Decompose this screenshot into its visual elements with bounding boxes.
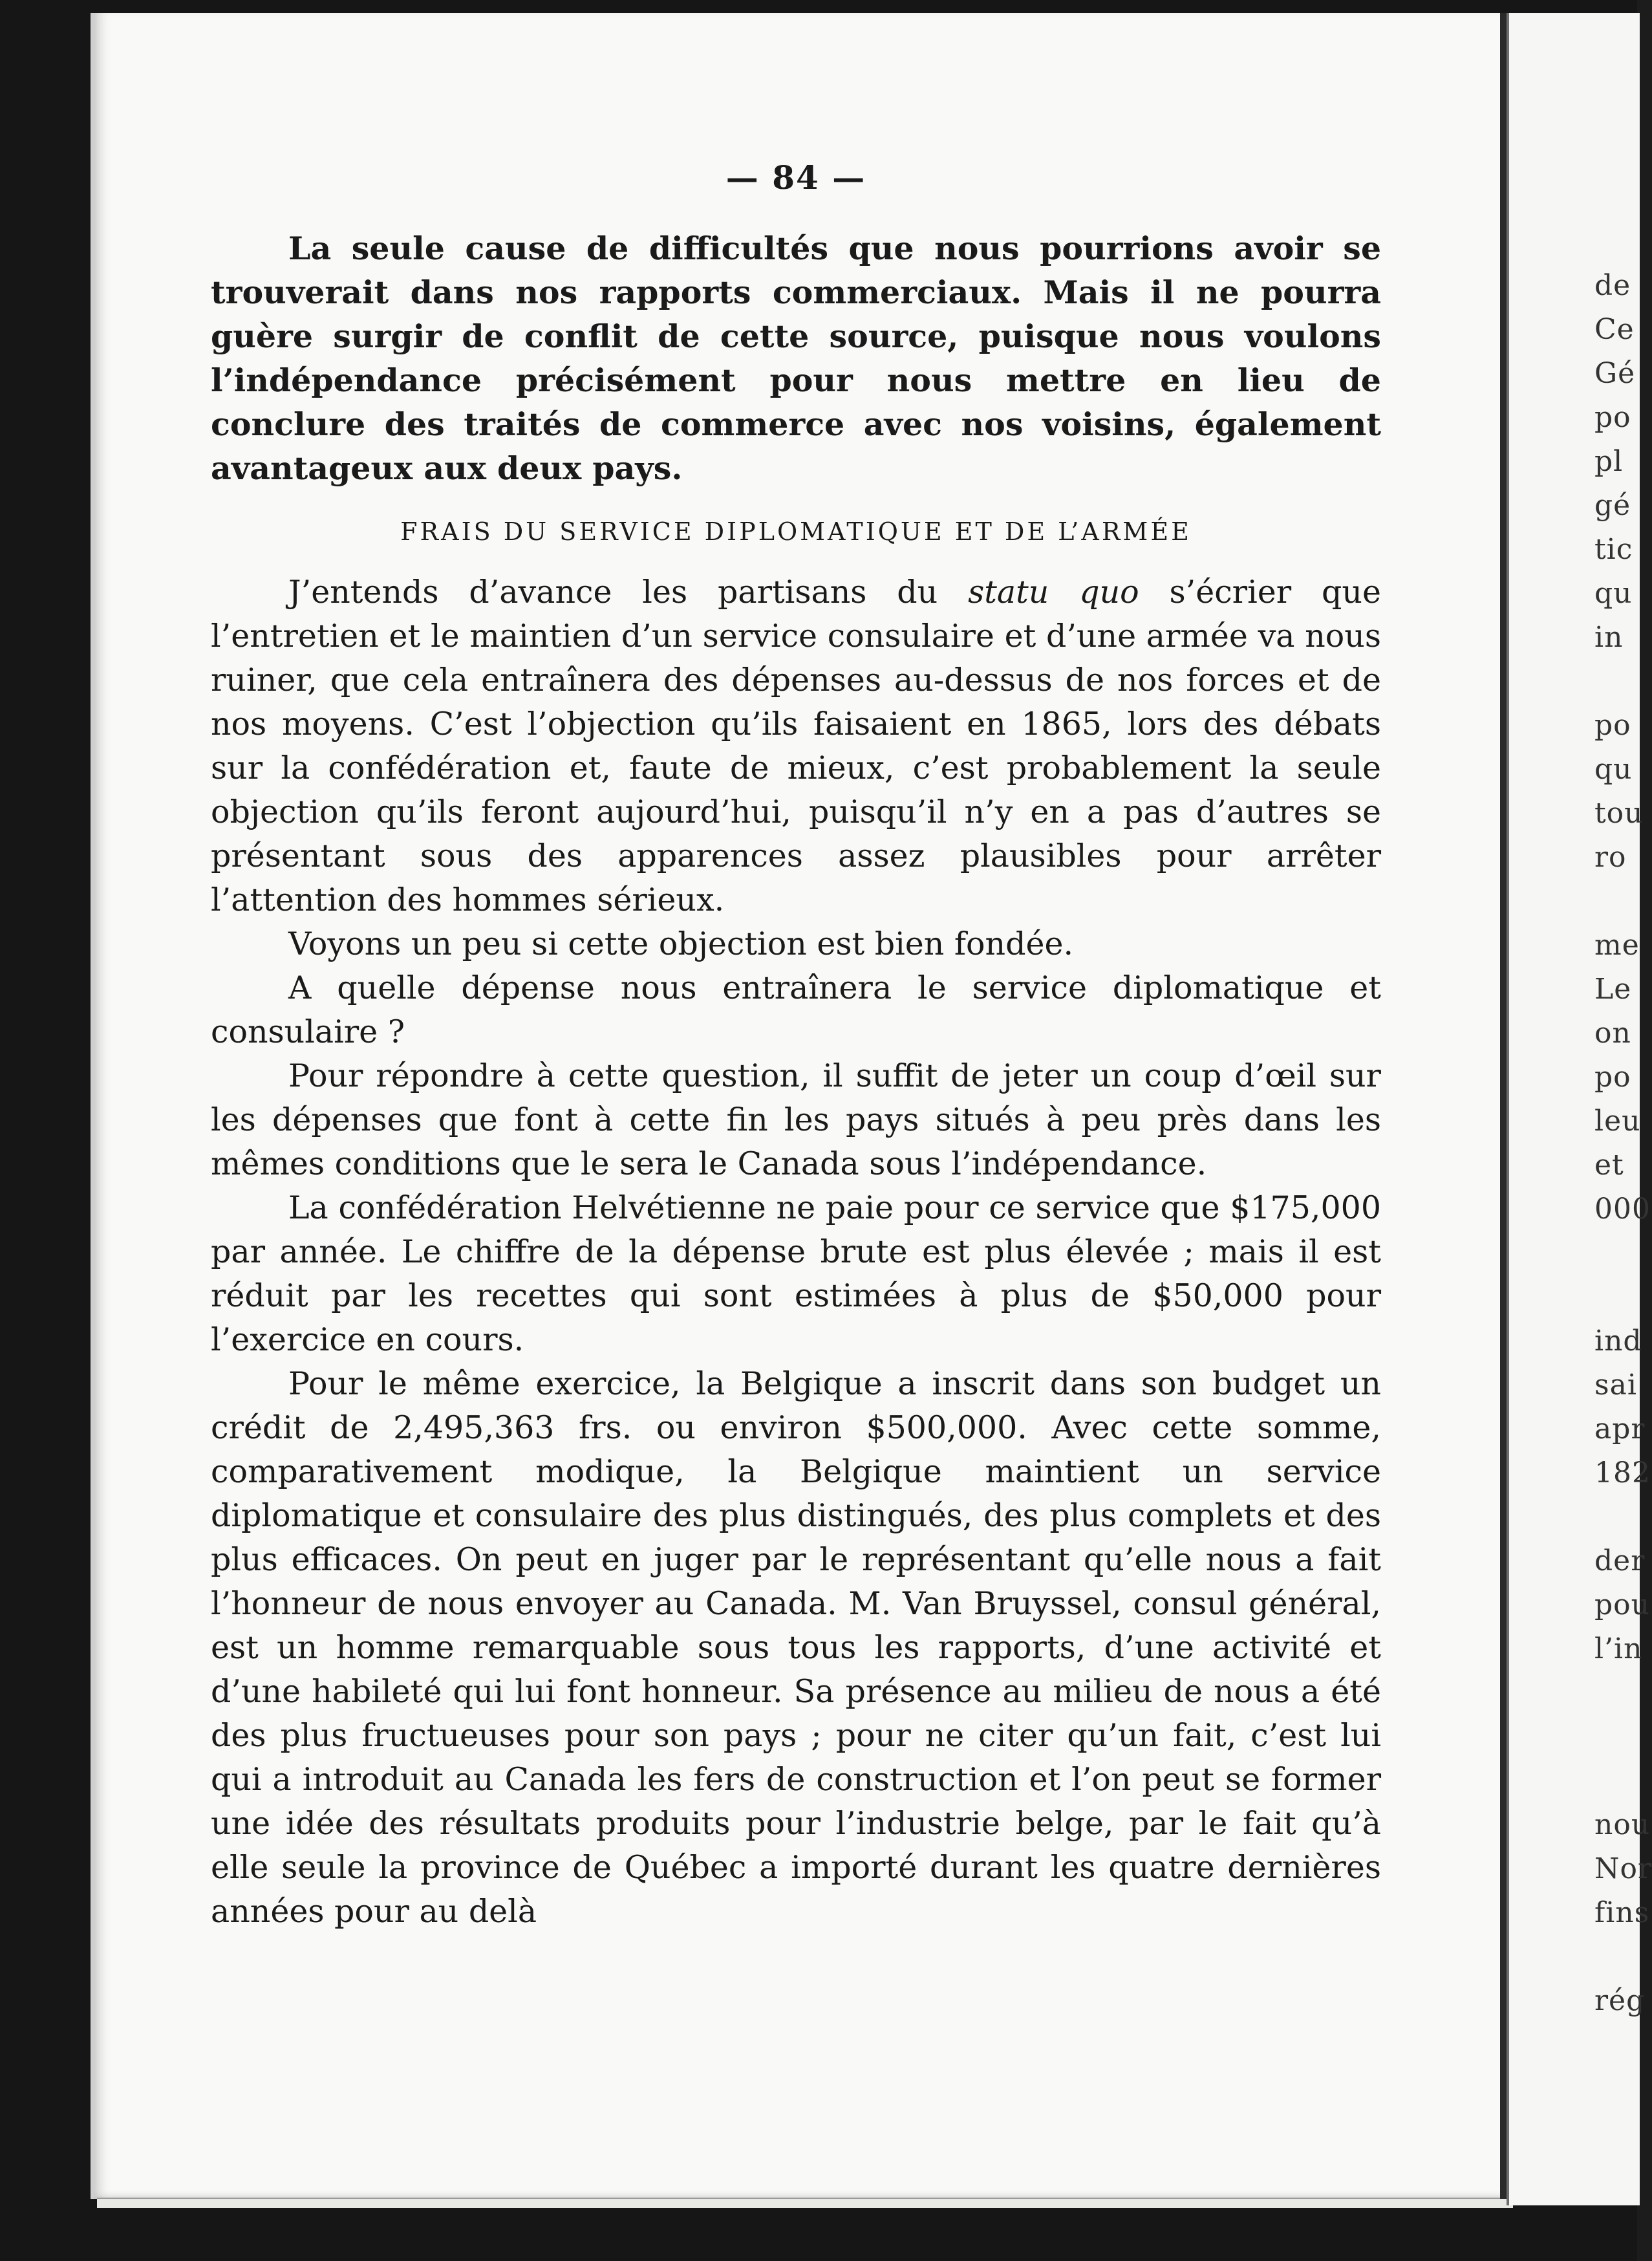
page-content [211,158,1381,1934]
facing-page-fragment: ind [1594,1325,1642,1358]
paragraph: Voyons un peu si cette objection est bien fondée. [288,925,1074,962]
facing-page-fragment: der [1594,1544,1646,1577]
facing-page-fragment: tic [1594,533,1633,566]
paragraph: Pour répondre à cette question, il suffit de jeter un coup d’œil sur les dépenses que font à cette fin les pays situés à peu près dans les mêmes conditions que le sera le Canada sous l’indépendance. [211,1057,1381,1182]
facing-page-fragment: fins [1594,1896,1650,1929]
facing-page-fragment: qu [1594,577,1633,610]
facing-page-fragment: po [1594,401,1631,434]
facing-page-fragment: po [1594,1061,1631,1094]
facing-page-fragment: Gé [1594,357,1636,390]
facing-page-fragment: Ce [1594,313,1635,346]
facing-page-fragment: on [1594,1017,1631,1050]
facing-page-fragment: 000 [1594,1193,1651,1226]
facing-page-fragment: leu [1594,1105,1641,1138]
facing-page-fragment: sai [1594,1368,1637,1401]
paragraph [211,570,1381,922]
facing-page-fragment: tou [1594,797,1644,830]
book-gutter [1500,13,1507,2199]
facing-page-fragment: 182 [1594,1456,1651,1489]
facing-page-fragment: ro [1594,841,1627,874]
paragraph: La seule cause de difficultés que nous pourrions avoir se trouverait dans nos rapports commerciaux. Mais il ne pourra guère surgir de conflit de cette source, puisque nous voulons l’indépendance précisément pour nous mettre en lieu de conclure des traités de commerce avec nos voisins, également avantageux aux deux pays. [211,230,1381,487]
facing-page-fragment: Le [1594,973,1632,1006]
facing-page-fragment: de [1594,269,1631,302]
section-heading: FRAIS DU SERVICE DIPLOMATIQUE ET DE L’ARMÉE [400,517,1192,546]
facing-page [1507,13,1652,2205]
facing-page-fragment: in [1594,621,1624,654]
page-edge [97,2198,1513,2208]
facing-page-fragment: pl [1594,445,1624,478]
page-number: — 84 — [725,158,866,197]
facing-page-fragment: qu [1594,753,1633,786]
paragraph-text: J’entends d’avance les partisans du [288,573,969,611]
facing-page-fragment: rég [1594,1984,1646,2017]
paragraph-text: s’écrier que l’entretien et le maintien d’un service consulaire et d’une armée va nous ruiner, que cela entraînera des dépenses au-dessus de nos forces et de nos moyens. C’est l’objection qu’ils faisaient en 1865, lors des débats sur la confédération et, faute de mieux, c’est probablement la seule objection qu’ils feront aujourd’hui, puisqu’il n’y en a pas d’autres se présentant sous des apparences assez plausibles pour arrêter l’attention des hommes sérieux. [211,573,1381,918]
facing-page-fragment: et [1594,1149,1624,1182]
facing-page-fragment: gé [1594,489,1631,522]
paragraph: La confédération Helvétienne ne paie pour ce service que $175,000 par année. Le chiffre de la dépense brute est plus élevée ; mais il est réduit par les recettes qui sont estimées à plus de $50,000 pour l’exercice en cours. [211,1189,1381,1358]
facing-page-fragment: Nor [1594,1852,1652,1885]
facing-page-fragment: apr [1594,1412,1646,1445]
facing-page-fragment: l’in [1594,1632,1643,1665]
italic-phrase: statu quo [968,573,1139,611]
facing-page-fragment: po [1594,709,1631,742]
facing-page-fragment: pou [1594,1588,1650,1621]
facing-page-fragment: me [1594,929,1640,962]
paragraph: A quelle dépense nous entraînera le service diplomatique et consulaire ? [211,969,1381,1050]
facing-page-fragment: nou [1594,1808,1651,1841]
paragraph: Pour le même exercice, la Belgique a inscrit dans son budget un crédit de 2,495,363 frs. ou environ $500,000. Avec cette somme, comparativement modique, la Belgique maintient un service diplomatique et consulaire des plus distingués, des plus complets et des plus efficaces. On peut en juger par le représentant qu’elle nous a fait l’honneur de nous envoyer au Canada. M. Van Bruyssel, consul général, est un homme remarquable sous tous les rapports, d’une activité et d’une habileté qui lui font honneur. Sa présence au milieu de nous a été des plus fructueuses pour son pays ; pour ne citer qu’un fait, c’est lui qui a introduit au Canada les fers de construction et l’on peut se former une idée des résultats produits pour l’industrie belge, par le fait qu’à elle seule la province de Québec a importé durant les quatre dernières années pour au delà [211,1365,1381,1930]
